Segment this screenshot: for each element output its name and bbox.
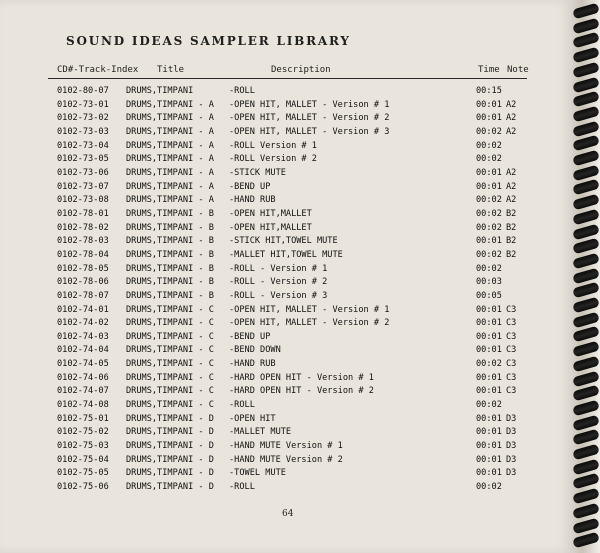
cell-note: C3 — [506, 386, 517, 397]
table-row — [0, 441, 572, 455]
cell-description: -OPEN HIT,MALLET — [229, 222, 312, 233]
cell-cd-track-index: 0102-74-08 — [57, 400, 109, 411]
table-row — [0, 250, 572, 264]
cell-time: 00:01 — [476, 331, 502, 342]
cell-time: 00:02 — [476, 154, 502, 165]
cell-time: 00:01 — [476, 454, 502, 465]
table-row — [0, 455, 572, 469]
table-row — [0, 223, 572, 237]
cell-cd-track-index: 0102-78-01 — [57, 208, 109, 219]
cell-time: 00:01 — [476, 345, 502, 356]
cell-note: C3 — [506, 304, 517, 315]
table-row — [0, 318, 572, 332]
table-row — [0, 482, 572, 496]
cell-time: 00:02 — [476, 222, 502, 233]
cell-title: DRUMS,TIMPANI - C — [126, 318, 214, 329]
table-row — [0, 373, 572, 387]
cell-cd-track-index: 0102-80-07 — [57, 86, 109, 96]
cell-note: C3 — [506, 318, 517, 329]
cell-description: -OPEN HIT, MALLET - Version # 2 — [229, 113, 390, 124]
cell-cd-track-index: 0102-73-02 — [57, 113, 109, 124]
cell-cd-track-index: 0102-73-04 — [57, 140, 109, 151]
cell-title: DRUMS,TIMPANI - C — [126, 304, 214, 315]
table-row — [0, 154, 572, 168]
cell-title: DRUMS,TIMPANI - B — [126, 263, 214, 274]
cell-description: -OPEN HIT, MALLET - Version # 2 — [229, 318, 390, 329]
cell-title: DRUMS,TIMPANI - B — [126, 222, 214, 233]
cell-time: 00:02 — [476, 482, 502, 493]
header-description: Description — [271, 65, 331, 75]
cell-note: C3 — [506, 331, 517, 342]
cell-title: DRUMS,TIMPANI - B — [126, 249, 214, 260]
cell-time: 00:02 — [476, 140, 502, 151]
cell-cd-track-index: 0102-73-05 — [57, 154, 109, 165]
header-cd-track-index: CD#-Track-Index — [57, 65, 139, 75]
cell-note: B2 — [506, 222, 517, 233]
page-title: SOUND IDEAS SAMPLER LIBRARY — [66, 34, 351, 48]
cell-title: DRUMS,TIMPANI - A — [126, 195, 214, 206]
cell-cd-track-index: 0102-74-05 — [57, 359, 109, 370]
cell-cd-track-index: 0102-75-05 — [57, 468, 109, 479]
cell-description: -ROLL - Version # 3 — [229, 290, 328, 301]
cell-time: 00:02 — [476, 400, 502, 411]
cell-description: -HAND RUB — [229, 195, 276, 206]
cell-cd-track-index: 0102-75-03 — [57, 441, 109, 452]
cell-time: 00:15 — [476, 86, 502, 96]
cell-cd-track-index: 0102-73-07 — [57, 181, 109, 192]
cell-title: DRUMS,TIMPANI - B — [126, 236, 214, 247]
cell-description: -BEND DOWN — [229, 345, 281, 356]
cell-description: -ROLL — [229, 482, 255, 493]
table-row — [0, 236, 572, 250]
cell-description: -HAND MUTE Version # 2 — [229, 454, 343, 465]
table-row — [0, 332, 572, 346]
cell-title: DRUMS,TIMPANI - D — [126, 468, 214, 479]
cell-description: -HAND MUTE Version # 1 — [229, 441, 343, 452]
cell-note: C3 — [506, 345, 517, 356]
cell-cd-track-index: 0102-73-03 — [57, 126, 109, 137]
table-row — [0, 427, 572, 441]
cell-description: -ROLL — [229, 86, 255, 96]
cell-description: -ROLL — [229, 400, 255, 411]
cell-title: DRUMS,TIMPANI - A — [126, 126, 214, 137]
cell-cd-track-index: 0102-73-06 — [57, 167, 109, 178]
page-number: 64 — [282, 509, 294, 519]
cell-title: DRUMS,TIMPANI - C — [126, 345, 214, 356]
cell-note: A2 — [506, 181, 517, 192]
cell-title: DRUMS,TIMPANI - C — [126, 331, 214, 342]
table-row — [0, 468, 572, 482]
cell-time: 00:02 — [476, 208, 502, 219]
cell-description: -BEND UP — [229, 331, 271, 342]
cell-time: 00:01 — [476, 167, 502, 178]
header-title: Title — [157, 65, 185, 75]
cell-description: -ROLL Version # 2 — [229, 154, 317, 165]
table-row — [0, 209, 572, 223]
cell-note: D3 — [506, 468, 517, 479]
table-row — [0, 359, 572, 373]
cell-time: 00:01 — [476, 386, 502, 397]
cell-title: DRUMS,TIMPANI - B — [126, 208, 214, 219]
cell-description: -HARD OPEN HIT - Version # 1 — [229, 372, 374, 383]
table-row — [0, 277, 572, 291]
cell-time: 00:02 — [476, 126, 502, 137]
cell-cd-track-index: 0102-74-01 — [57, 304, 109, 315]
cell-note: A2 — [506, 167, 517, 178]
cell-time: 00:02 — [476, 263, 502, 274]
cell-cd-track-index: 0102-78-06 — [57, 277, 109, 288]
header-divider — [48, 78, 527, 79]
column-header-row — [30, 65, 530, 79]
cell-cd-track-index: 0102-73-01 — [57, 99, 109, 110]
cell-time: 00:01 — [476, 318, 502, 329]
table-row — [0, 141, 572, 155]
cell-time: 00:01 — [476, 468, 502, 479]
cell-cd-track-index: 0102-73-08 — [57, 195, 109, 206]
cell-description: -TOWEL MUTE — [229, 468, 286, 479]
cell-cd-track-index: 0102-78-03 — [57, 236, 109, 247]
table-row — [0, 113, 572, 127]
cell-note: D3 — [506, 413, 517, 424]
cell-description: -MALLET HIT,TOWEL MUTE — [229, 249, 343, 260]
cell-cd-track-index: 0102-75-01 — [57, 413, 109, 424]
cell-cd-track-index: 0102-78-05 — [57, 263, 109, 274]
cell-title: DRUMS,TIMPANI - A — [126, 113, 214, 124]
cell-cd-track-index: 0102-78-02 — [57, 222, 109, 233]
table-row — [0, 386, 572, 400]
cell-time: 00:01 — [476, 441, 502, 452]
table-row — [0, 305, 572, 319]
table-row — [0, 127, 572, 141]
cell-time: 00:02 — [476, 249, 502, 260]
cell-description: -OPEN HIT, MALLET - Version # 3 — [229, 126, 390, 137]
cell-title: DRUMS,TIMPANI - C — [126, 386, 214, 397]
cell-description: -STICK HIT,TOWEL MUTE — [229, 236, 338, 247]
cell-title: DRUMS,TIMPANI - C — [126, 400, 214, 411]
cell-time: 00:01 — [476, 427, 502, 438]
cell-note: B2 — [506, 236, 517, 247]
cell-title: DRUMS,TIMPANI - D — [126, 482, 214, 493]
cell-title: DRUMS,TIMPANI - D — [126, 413, 214, 424]
table-row — [0, 100, 572, 114]
cell-cd-track-index: 0102-74-07 — [57, 386, 109, 397]
cell-title: DRUMS,TIMPANI - A — [126, 99, 214, 110]
cell-description: -MALLET MUTE — [229, 427, 292, 438]
cell-cd-track-index: 0102-74-02 — [57, 318, 109, 329]
table-row — [0, 400, 572, 414]
cell-time: 00:01 — [476, 99, 502, 110]
cell-time: 00:01 — [476, 113, 502, 124]
table-row — [0, 168, 572, 182]
cell-description: -HAND RUB — [229, 359, 276, 370]
cell-note: A2 — [506, 126, 517, 137]
table-row — [0, 414, 572, 428]
cell-time: 00:01 — [476, 181, 502, 192]
cell-title: DRUMS,TIMPANI - A — [126, 140, 214, 151]
header-time: Time — [478, 65, 500, 75]
cell-cd-track-index: 0102-78-04 — [57, 249, 109, 260]
cell-description: -HARD OPEN HIT - Version # 2 — [229, 386, 374, 397]
cell-note: C3 — [506, 359, 517, 370]
cell-title: DRUMS,TIMPANI - A — [126, 167, 214, 178]
cell-cd-track-index: 0102-74-06 — [57, 372, 109, 383]
cell-cd-track-index: 0102-75-02 — [57, 427, 109, 438]
cell-description: -BEND UP — [229, 181, 271, 192]
cell-cd-track-index: 0102-78-07 — [57, 290, 109, 301]
table-row — [0, 345, 572, 359]
cell-cd-track-index: 0102-74-03 — [57, 331, 109, 342]
cell-note: A2 — [506, 113, 517, 124]
cell-time: 00:01 — [476, 304, 502, 315]
cell-title: DRUMS,TIMPANI - B — [126, 277, 214, 288]
cell-note: A2 — [506, 195, 517, 206]
cell-time: 00:01 — [476, 236, 502, 247]
cell-description: -OPEN HIT, MALLET - Verison # 1 — [229, 99, 390, 110]
cell-time: 00:01 — [476, 413, 502, 424]
table-row — [0, 264, 572, 278]
cell-time: 00:02 — [476, 195, 502, 206]
cell-note: B2 — [506, 208, 517, 219]
table-row — [0, 195, 572, 209]
header-note: Note — [507, 65, 529, 75]
cell-title: DRUMS,TIMPANI — [126, 86, 194, 96]
cell-description: -OPEN HIT, MALLET - Version # 1 — [229, 304, 390, 315]
cell-title: DRUMS,TIMPANI - A — [126, 154, 214, 165]
cell-note: B2 — [506, 249, 517, 260]
cell-description: -OPEN HIT — [229, 413, 276, 424]
cell-cd-track-index: 0102-74-04 — [57, 345, 109, 356]
cell-description: -STICK MUTE — [229, 167, 286, 178]
cell-title: DRUMS,TIMPANI - B — [126, 290, 214, 301]
cell-note: D3 — [506, 441, 517, 452]
cell-note: D3 — [506, 454, 517, 465]
cell-time: 00:01 — [476, 372, 502, 383]
table-row — [0, 86, 572, 100]
table-row — [0, 291, 572, 305]
cell-note: A2 — [506, 99, 517, 110]
cell-description: -ROLL Version # 1 — [229, 140, 317, 151]
cell-time: 00:02 — [476, 359, 502, 370]
cell-title: DRUMS,TIMPANI - D — [126, 427, 214, 438]
cell-description: -OPEN HIT,MALLET — [229, 208, 312, 219]
cell-description: -ROLL - Version # 1 — [229, 263, 328, 274]
cell-description: -ROLL - Version # 2 — [229, 277, 328, 288]
cell-cd-track-index: 0102-75-04 — [57, 454, 109, 465]
cell-title: DRUMS,TIMPANI - C — [126, 372, 214, 383]
cell-title: DRUMS,TIMPANI - C — [126, 359, 214, 370]
table-row — [0, 182, 572, 196]
cell-time: 00:03 — [476, 277, 502, 288]
cell-note: C3 — [506, 372, 517, 383]
cell-title: DRUMS,TIMPANI - D — [126, 454, 214, 465]
cell-title: DRUMS,TIMPANI - A — [126, 181, 214, 192]
sound-list — [0, 86, 572, 496]
cell-cd-track-index: 0102-75-06 — [57, 482, 109, 493]
cell-title: DRUMS,TIMPANI - D — [126, 441, 214, 452]
cell-time: 00:05 — [476, 290, 502, 301]
cell-note: D3 — [506, 427, 517, 438]
